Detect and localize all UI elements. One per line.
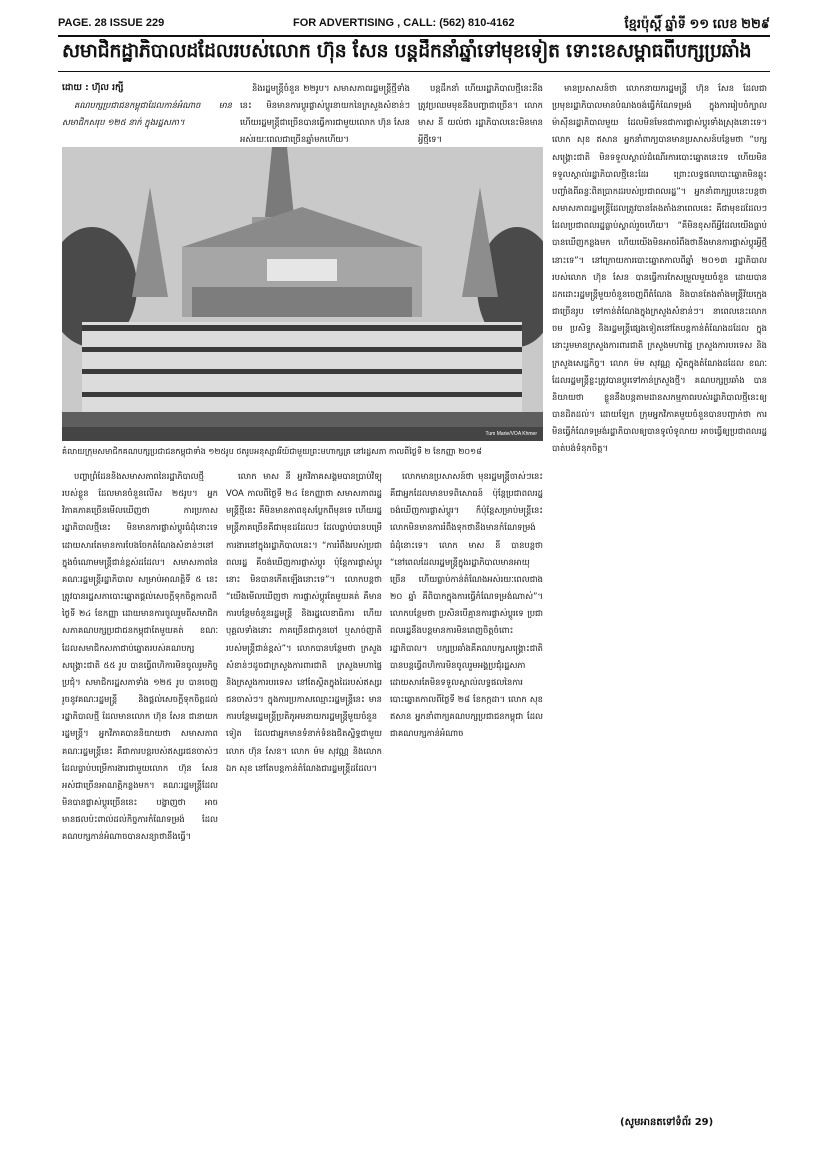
column-2-bottom (226, 468, 382, 1113)
column-3-bottom-text: លោកមានប្រសាសន៍ថា មុខរដ្ឋមន្ត្រីចាស់ៗនេះ គឺជាអ្នកដែលមានបទពិសោធន៍ ប៉ុន្តែប្រជាពលរដ្ឋចង់ឃើញការផ្លាស់ប្ដូរ។ ក៏ប៉ុន្តែសម្រាប់មន្ត្រីនេះ លោកមិនមានការរំពឹងទុកថានឹងមានកំណែទម្រង់ធំដុំនោះទេ។ លោក មាស នី បានបន្តថា “នៅពេលដែលរដ្ឋមន្ត្រីក្នុងរដ្ឋាភិបាលមានអាយុច្រើន ហើយធ្លាប់កាន់តំណែងអស់រយៈពេលជាង ២០ ឆ្នាំ គឺពិបាកក្នុងការធ្វើកំណែទម្រង់ណាស់”។ លោកបន្ថែមថា ប្រសិនបើគ្មានការផ្លាស់ប្ដូរទេ ប្រជាពលរដ្ឋនឹងបន្តមានការមិនពេញចិត្តចំពោះរដ្ឋាភិបាល។ បក្សប្រឆាំងគឺគណបក្សសង្គ្រោះជាតិ បានបន្តធ្វើពហិការមិនចូលរួមអង្គប្រជុំរដ្ឋសភា ដោយសារតែមិនទទួលស្គាល់លទ្ធផលនៃការបោះឆ្នោតកាលពីថ្ងៃទី ២៨ ខែកក្កដា។ លោក សុខ ឥសាន អ្នកនាំពាក្យគណបក្សប្រជាជនកម្ពុជា ដែលជាគណបក្សកាន់អំណាច (390, 471, 543, 739)
continued-note: (សូមអានតទៅទំព័រ 29) (620, 1117, 714, 1128)
page-header (58, 17, 770, 33)
column-4-text: មានប្រសាសន៍ថា លោកនាយករដ្ឋមន្ត្រី ហ៊ុន សែន ដែលជាប្រមុខរដ្ឋាភិបាលមានបំណងចង់ធ្វើកំណែទម្រង់ ក្នុងការរៀបចំក្បាលម៉ាស៊ីនរដ្ឋាភិបាលមួយ ដែលមិនមែនជាការផ្លាស់ប្ដូរទាំងស្រុងនោះទេ។ លោក សុខ ឥសាន អ្នកនាំពាក្យបានមានប្រសាសន៍បន្ថែមថា “បក្សសង្គ្រោះជាតិ មិនទទួលស្គាល់ដំណើរការបោះឆ្នោតនេះទេ ហើយមិនទទួលស្គាល់រដ្ឋាភិបាលថ្មីនេះដែរ ព្រោះលទ្ធផលបោះឆ្នោតមិនឆ្លុះបញ្ចាំងពីឆន្ទៈពិតប្រាកដរបស់ប្រជាពលរដ្ឋ”។ អ្នកនាំពាក្យរូបនេះបន្តថា សមាសភាពរដ្ឋមន្ត្រីដែលត្រូវបានតែងតាំងនាពេលនេះ គឺជាមុខដដែលៗ ដែលប្រជាពលរដ្ឋធ្លាប់ស្គាល់រួចហើយ។ “គឺមិនខុសពីអ្វីដែលយើងធ្លាប់បានឃើញកន្លងមក ហើយយើងមិនអាចរំពឹងថានឹងមានការផ្លាស់ប្ដូរអ្វីថ្មីនោះទេ”។ នៅក្រោយការបោះឆ្នោតកាលពីឆ្នាំ ២០១៣ រដ្ឋាភិបាលរបស់លោក ហ៊ុន សែន បានធ្វើការកែសម្រួលមួយចំនួន ដោយបានដកដោះរដ្ឋមន្ត្រីមួយចំនួនចេញពីតំណែង និងបានតែងតាំងមន្ត្រីវ័យក្មេងជាច្រើនរូប ទៅកាន់តំណែងក្នុងក្រសួងសំខាន់ៗ។ នាពេលនេះលោក ចម ប្រសិទ្ធ និងរដ្ឋមន្ត្រីផ្សេងទៀតនៅតែបន្តកាន់តំណែងដដែល ក្នុងនោះរួមមានក្រសួងការពារជាតិ ក្រសួងមហាផ្ទៃ ក្រសួងការបរទេស និងក្រសួងសេដ្ឋកិច្ច។ លោក ម៉ម សុវណ្ណ ស្ថិតក្នុងតំណែងដដែល ខណៈដែលរដ្ឋមន្ត្រីខ្លះត្រូវបានប្ដូរទៅកាន់ក្រសួងថ្មី។ គណបក្សប្រឆាំង បាននិយាយថា ខ្លួននឹងបន្តតាមដានសកម្មភាពរបស់រដ្ឋាភិបាលថ្មីនេះឲ្យបានដិតដល់។ ដោយឡែក ក្រុមអ្នកវិភាគមួយចំនួនបានបញ្ជាក់ថា ការមិនធ្វើកំណែទម្រង់រដ្ឋាភិបាលឲ្យបានទូលំទូលាយ អាចធ្វើឲ្យប្រជាពលរដ្ឋបាត់បង់ទំនុកចិត្ត។ (552, 83, 767, 454)
column-2-top-text: និងរដ្ឋមន្ត្រីចំនួន ២២រូប។ សមាសភាពរដ្ឋមន្ត្រីថ្មីទាំងនេះ មិនមានការប្ដូរផ្លាស់ប្ដូរនាយកនៃក្រសួងសំខាន់ៗ ហើយរដ្ឋមន្ត្រីជាច្រើនបានធ្វើការជាមួយលោក ហ៊ុន សែន អស់រយៈពេលជាច្រើនឆ្នាំមកហើយ។ (240, 83, 410, 144)
article-headline: សមាជិកដ្ឋាភិបាលដដែលរបស់លោក ហ៊ុន សែន បន្តដឹកនាំឆ្នាំទៅមុខទៀត ទោះខេសម្ពាធពីបក្សប្រឆាំង (62, 40, 752, 62)
column-1-top-text: គណបក្សប្រជាជនកម្ពុជាដែលកាន់អំណាច មានសមាជិកសរុប ១២៥ នាក់ ក្នុងរដ្ឋសភា។ (62, 100, 232, 128)
photo-credit: Tum Marie/VOA Khmer (485, 431, 537, 437)
column-4 (552, 80, 767, 1110)
column-1-top (62, 80, 232, 144)
headline-rule (58, 71, 770, 72)
column-2-bottom-text: លោក មាស នី អ្នកវិភាគសង្គមបានប្រាប់វិទ្យុ VOA កាលពីថ្ងៃទី ២៤ ខែកញ្ញាថា សមាសភាពរដ្ឋមន្ត្រីថ្មីនេះ គឺមិនមានភាពខុសប្លែកពីមុនទេ ហើយរដ្ឋមន្ត្រីភាគច្រើនគឺជាមុខដដែលៗ ដែលធ្លាប់បានបម្រើការងារនៅក្នុងរដ្ឋាភិបាលនេះ។ “ការរំពឹងរបស់ប្រជាពលរដ្ឋ គឺចង់ឃើញការផ្លាស់ប្ដូរ ប៉ុន្តែការផ្លាស់ប្ដូរនោះ មិនបានកើតឡើងនោះទេ”។ លោកបន្តថា “យើងមើលឃើញថា ការផ្លាស់ប្ដូរតែមួយគត់ គឺមានការបន្ថែមចំនួនរដ្ឋមន្ត្រី និងរដ្ឋលេខាធិការ ហើយបុគ្គលទាំងនោះ ភាគច្រើនជាកូនចៅ ឬសាច់ញាតិរបស់មន្ត្រីជាន់ខ្ពស់”។ លោកបានបន្ថែមថា ក្រសួងសំខាន់ៗដូចជាក្រសួងការពារជាតិ ក្រសួងមហាផ្ទៃ និងក្រសួងការបរទេស នៅតែស្ថិតក្នុងដៃរបស់ឥស្សរជនចាស់ៗ។ ក្នុងការប្រកាសឈ្មោះរដ្ឋមន្ត្រីនេះ មានការបន្ថែមរដ្ឋមន្ត្រីប្រតិភូអមនាយករដ្ឋមន្ត្រីមួយចំនួនទៀត ដែលជាអ្នកមានទំនាក់ទំនងជិតស្និទ្ធជាមួយលោក ហ៊ុន សែន។ លោក ម៉ម សុវណ្ណ និងលោក ឯក សុខ នៅតែបន្តកាន់តំណែងជារដ្ឋមន្ត្រីដដែល។ (226, 471, 382, 773)
photo-caption: គំលាយក្រុមសមាជិកគណបក្សប្រជាជនកម្ពុជាទាំង ១២៥រូប ថតរូបអនុស្សាវរីយ៍ជាមួយព្រះមហាក្សត្រ នៅរដ្ឋសភា កាលពីថ្ងៃទី ២ ខែកញ្ញា ២០១៨ (62, 447, 482, 456)
parliament-group-photo (62, 147, 543, 441)
column-2-top (240, 80, 410, 144)
column-3-top (418, 80, 543, 144)
page-issue-label: PAGE. 28 ISSUE 229 (58, 17, 165, 29)
byline: ដោយ : ហ៊ុល រក្សី (62, 83, 124, 93)
article-photo (62, 147, 543, 441)
column-3-bottom (390, 468, 543, 1113)
column-3-top-text: បន្តដឹកនាំ ហើយរដ្ឋាភិបាលថ្មីនេះនឹងត្រូវប្រឈមមុខនឹងបញ្ហាជាច្រើន។ លោក មាស នី យល់ថា រដ្ឋាភិបាលនេះមិនមានអ្វីថ្មីទេ។ (418, 83, 543, 144)
masthead-label: ខ្មែរប៉ុស្តិ៍ ឆ្នាំទី ១១ លេខ ២២៩ (624, 16, 770, 31)
column-1-bottom-text: បញ្ហាព្រំដែននិងសមាសភាពនៃរដ្ឋាភិបាលថ្មីរបស់ខ្លួន ដែលមានចំនួនលើស ២៥រូប។ អ្នកវិភាគភាគច្រើនមើលឃើញថា ការប្រកាសរដ្ឋាភិបាលថ្មីនេះ មិនមានការផ្លាស់ប្ដូរធំដុំនោះទេ ដោយសារតែមានការបែងចែកតំណែងសំខាន់ៗនៅក្នុងចំណោមមន្ត្រីជាន់ខ្ពស់ដដែល។ សមាសភាពនៃគណៈរដ្ឋមន្ត្រីរដ្ឋាភិបាល សម្រាប់អាណត្តិទី ៥ នេះ ត្រូវបានរដ្ឋសភាបោះឆ្នោតផ្ដល់សេចក្ដីទុកចិត្តកាលពីថ្ងៃទី ២៤ ខែកញ្ញា ដោយមានការចូលរួមពីសមាជិកសភាគណបក្សប្រជាជនកម្ពុជាតែមួយគត់ ខណៈដែលសមាជិកសភាជាប់ឆ្នោតរបស់គណបក្សសង្គ្រោះជាតិ ៥៥ រូប បានធ្វើពហិការមិនចូលរួមកិច្ចប្រជុំ។ សមាជិករដ្ឋសភាទាំង ១២៥ រូប បានចេញរួចនូវគណៈរដ្ឋមន្ត្រី និងផ្ដល់សេចក្ដីទុកចិត្តដល់រដ្ឋាភិបាលថ្មី ដែលមានលោក ហ៊ុន សែន ជានាយករដ្ឋមន្ត្រី។ អ្នកវិភាគបាននិយាយថា សមាសភាពគណៈរដ្ឋមន្ត្រីនេះ គឺជាការបន្តរបស់ឥស្សរជនចាស់ៗ ដែលធ្លាប់បម្រើការងារជាមួយលោក ហ៊ុន សែន អស់ជាច្រើនអាណត្តិកន្លងមក។ គណៈរដ្ឋមន្ត្រីដែលមិនបានផ្លាស់ប្ដូរច្រើននេះ បង្ហាញថា អាចមានផលប៉ះពាល់ដល់កិច្ចការកំណែទម្រង់ ដែលគណបក្សកាន់អំណាចបានសន្យាថានឹងធ្វើ។ (62, 471, 218, 842)
advertising-label: FOR ADVERTISING , CALL: (562) 810-4162 (293, 17, 515, 29)
header-rule (58, 35, 770, 37)
column-1-bottom (62, 468, 218, 1113)
